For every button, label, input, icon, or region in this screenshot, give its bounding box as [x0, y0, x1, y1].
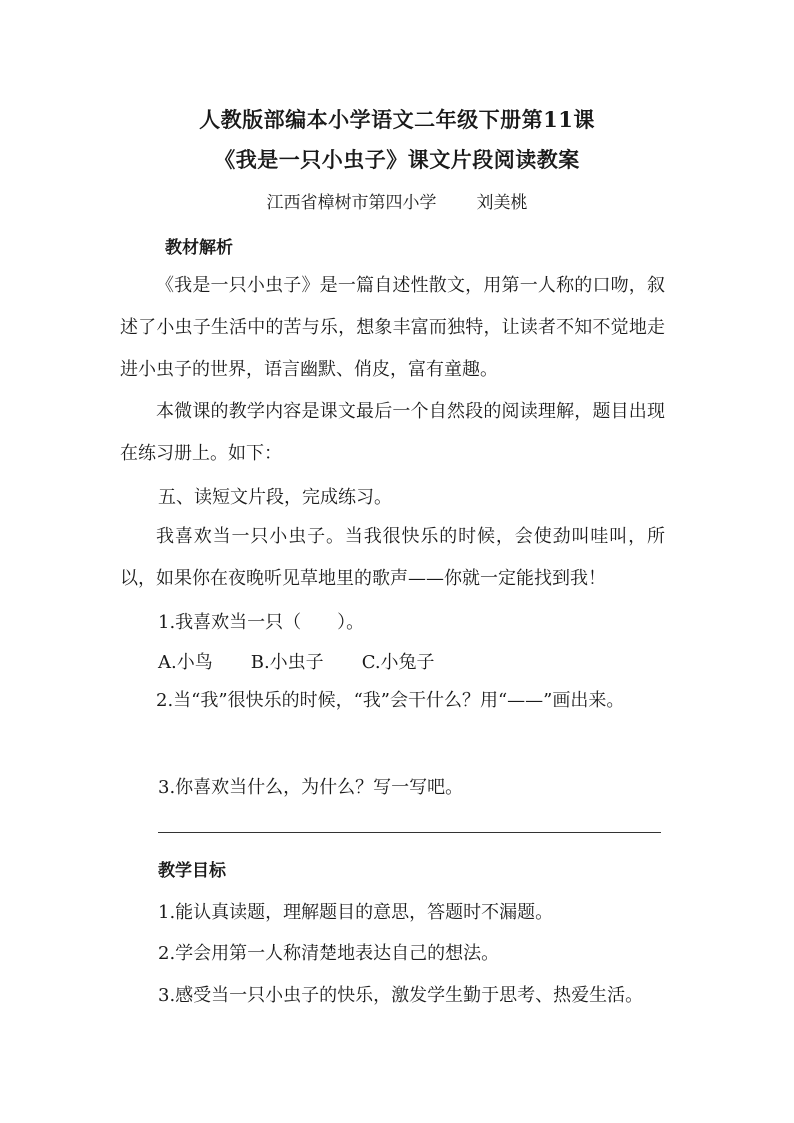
document-subtitle: 《我是一只小虫子》课文片段阅读教案 [214, 147, 580, 172]
teacher-name: 刘美桃 [476, 193, 528, 213]
school-name: 江西省樟树市第四小学 [266, 193, 437, 213]
goals-heading: 教学目标 [158, 861, 226, 881]
document-title: 人教版部编本小学语文二年级下册第11课 [199, 107, 595, 132]
goal-item-3: 3.感受当一只小虫子的快乐，激发学生勤于思考、热爱生活。 [158, 985, 644, 1006]
question-1-options [158, 648, 435, 674]
analysis-paragraph-2: 本微课的教学内容是课文最后一个自然段的阅读理解，题目出现在练习册上。如下： [120, 401, 665, 464]
question-3: 3.你喜欢当什么，为什么？写一写吧。 [158, 777, 464, 798]
section-divider [158, 832, 661, 833]
analysis-heading: 教材解析 [165, 238, 233, 258]
exercise-title: 五、读短文片段，完成练习。 [158, 487, 392, 508]
analysis-paragraph-1: 《我是一只小虫子》是一篇自述性散文，用第一人称的口吻，叙述了小虫子生活中的苦与乐，想象丰富而独特，让读者不知不觉地走进小虫子的世界，语言幽默、俏皮，富有童趣。 [120, 275, 665, 380]
reading-passage: 我喜欢当一只小虫子。当我很快乐的时候，会使劲叫哇叫，所以，如果你在夜晚听见草地里的歌声——你就一定能找到我！ [120, 526, 665, 589]
author-line [0, 188, 794, 213]
question-2: 2.当“我”很快乐的时候，“我”会干什么？用“——”画出来。 [156, 690, 625, 711]
question-1: 1.我喜欢当一只（ ）。 [158, 612, 365, 633]
goal-item-2: 2.学会用第一人称清楚地表达自己的想法。 [158, 943, 500, 964]
option-c: C.小兔子 [361, 652, 435, 673]
option-b: B.小虫子 [250, 652, 324, 673]
goal-item-1: 1.能认真读题，理解题目的意思，答题时不漏题。 [158, 902, 554, 923]
option-a: A.小鸟 [158, 652, 213, 673]
